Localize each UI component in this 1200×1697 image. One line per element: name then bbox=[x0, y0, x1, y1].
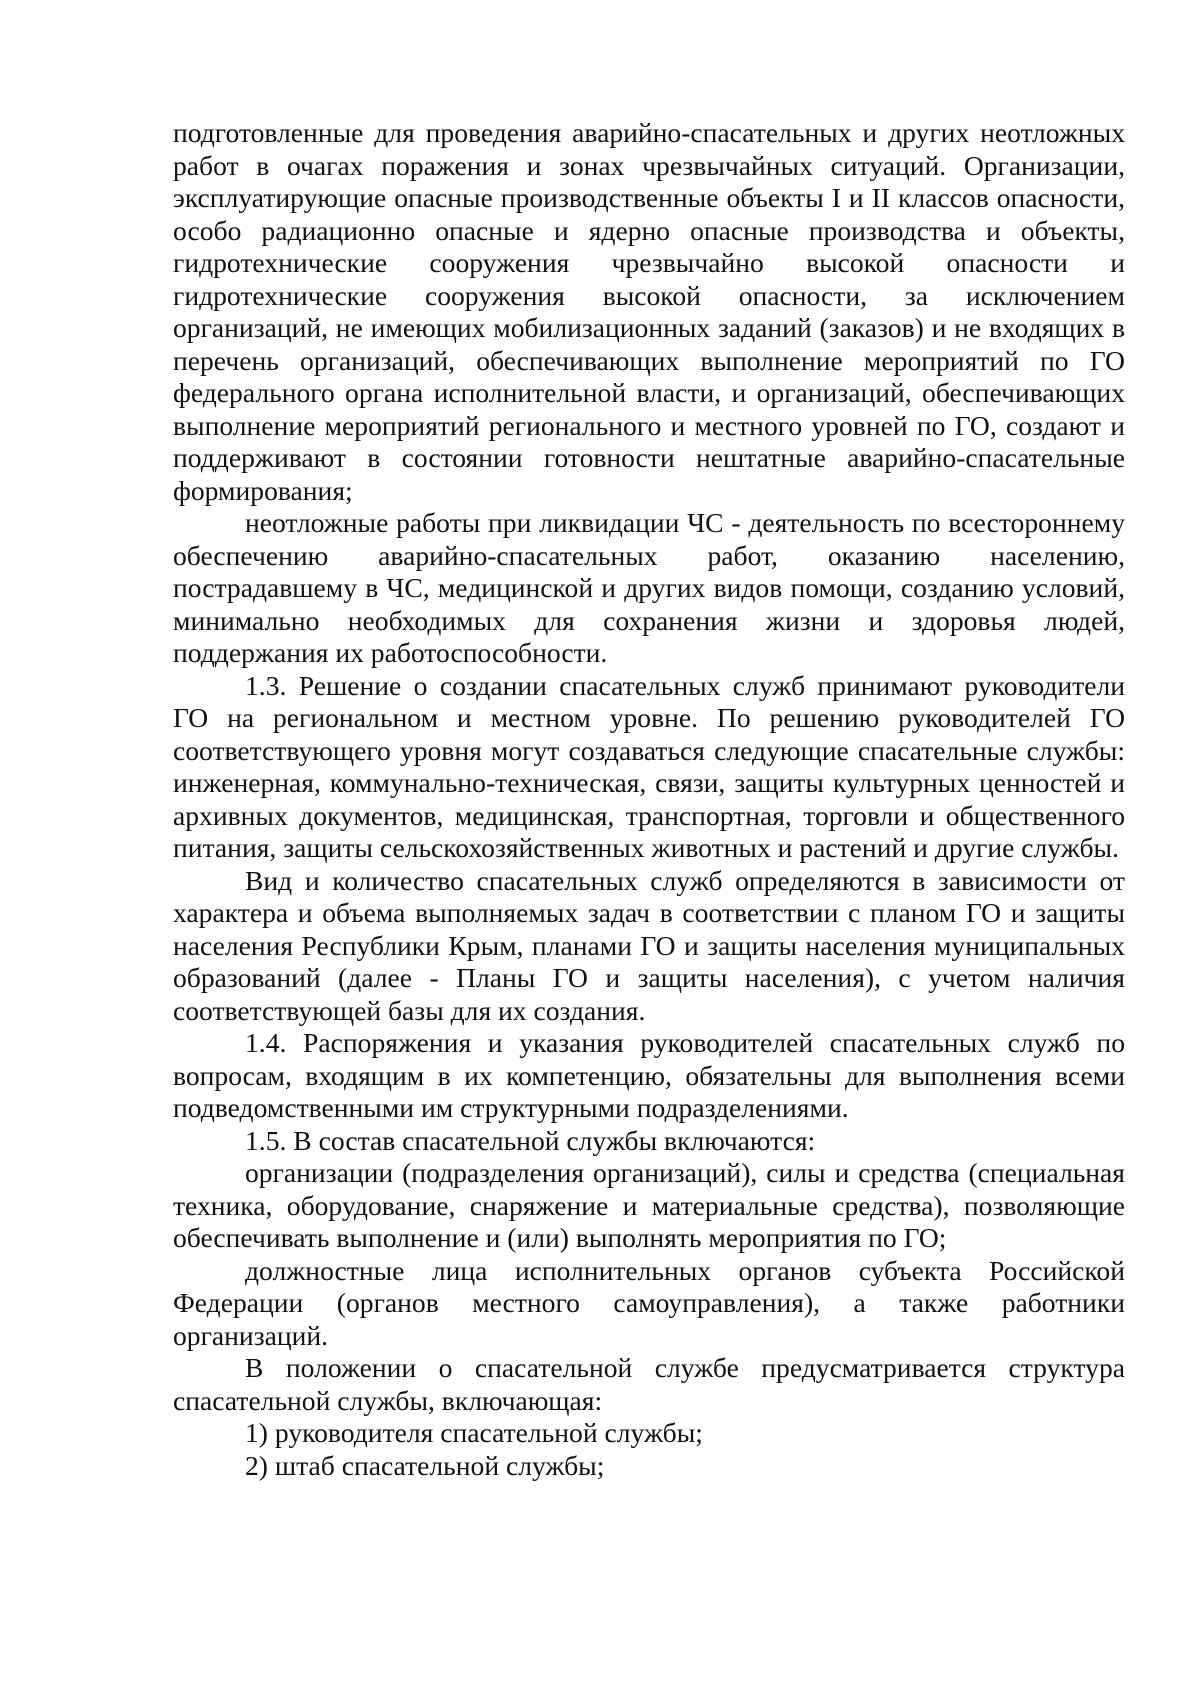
paragraph-urgent-works: неотложные работы при ликвидации ЧС - деятельность по всестороннему обеспечению аварийно-спасательных работ, оказанию населению, пострадавшему в ЧС, медицинской и других видов помощи, созданию условий, минимально необходимых для сохранения жизни и здоровья людей, поддержания их работоспособности. bbox=[173, 507, 1125, 668]
paragraph-service-types: Вид и количество спасательных служб определяются в зависимости от характера и объема выполняемых задач в соответствии с планом ГО и защиты населения Республики Крым, планами ГО и защиты населения муниципальных образований (далее - Планы ГО и защиты населения), с учетом наличия соответствующей базы для их создания. bbox=[173, 864, 1125, 1026]
paragraph-organizations: организации (подразделения организаций), силы и средства (специальная техника, оборудование, снаряжение и материальные средства), позволяющие обеспечивать выполнение и (или) выполнять мероприятия по ГО; bbox=[173, 1157, 1125, 1253]
paragraph-officials: должностные лица исполнительных органов субъекта Российской Федерации (органов местного самоуправления), а также работники организаций. bbox=[173, 1254, 1125, 1351]
paragraph-continuation: подготовленные для проведения аварийно-спасательных и других неотложных работ в очагах поражения и зонах чрезвычайных ситуаций. Организации, эксплуатирующие опасные производственные объекты I и II классов опасности, особо радиационно опасные и ядерно опасные производства и объекты, гидротехнические сооружения чрезвычайно высокой опасности и гидротехнические сооружения высокой опасности, за исключением организаций, не имеющих мобилизационных заданий (заказов) и не входящих в перечень организаций, обеспечивающих выполнение мероприятий по ГО федерального органа исполнительной власти, и организаций, обеспечивающих выполнение мероприятий регионального и местного уровней по ГО, создают и поддерживают в состоянии готовности нештатные аварийно-спасательные формирования; bbox=[173, 117, 1125, 506]
list-item-2: 2) штаб спасательной службы; bbox=[245, 1449, 605, 1481]
list-item-1: 1) руководителя спасательной службы; bbox=[245, 1417, 703, 1448]
paragraph-1-5: 1.5. В состав спасательной службы включаются: bbox=[245, 1124, 816, 1156]
document-page bbox=[173, 117, 1125, 1482]
paragraph-1-4: 1.4. Распоряжения и указания руководителей спасательных служб по вопросам, входящим в их компетенцию, обязательны для выполнения всеми подведомственными им структурными подразделениями. bbox=[173, 1027, 1125, 1123]
paragraph-1-3: 1.3. Решение о создании спасательных служб принимают руководители ГО на региональном и местном уровне. По решению руководителей ГО соответствующего уровня могут создаваться следующие спасательные службы: инженерная, коммунально-техническая, связи, защиты культурных ценностей и архивных документов, медицинская, транспортная, торговли и общественного питания, защиты сельскохозяйственных животных и растений и другие службы. bbox=[173, 669, 1125, 863]
paragraph-structure: В положении о спасательной службе предусматривается структура спасательной службы, включающая: bbox=[173, 1352, 1125, 1416]
